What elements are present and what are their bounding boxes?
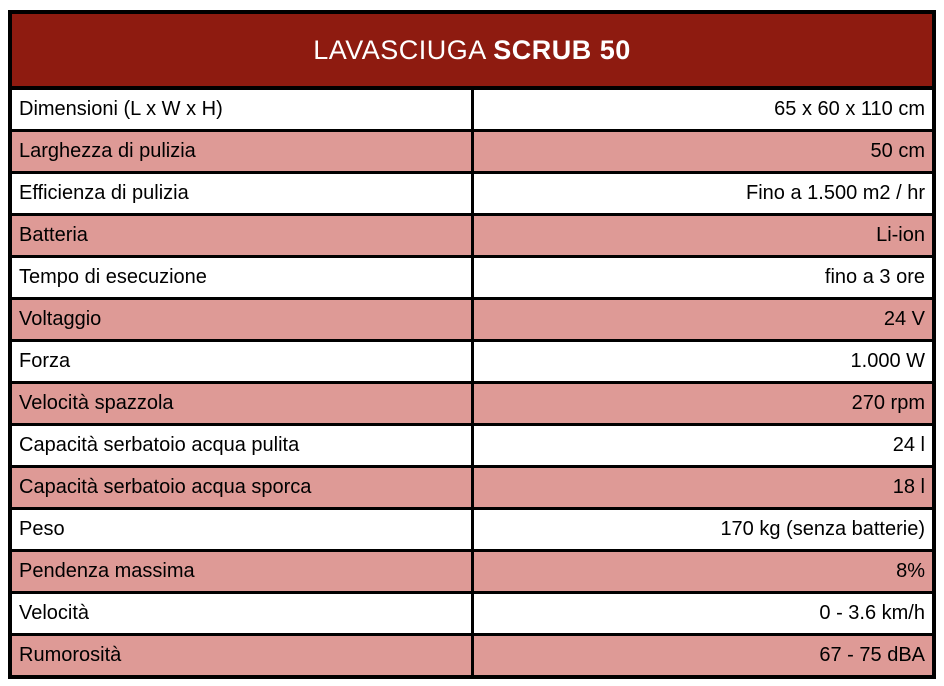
spec-value: 0 - 3.6 km/h <box>472 593 934 635</box>
table-row <box>10 593 934 635</box>
table-title-prefix: LAVASCIUGA <box>313 34 486 65</box>
spec-value: 24 l <box>472 425 934 467</box>
table-row <box>10 509 934 551</box>
spec-table <box>8 10 936 679</box>
spec-label: Pendenza massima <box>10 551 472 593</box>
spec-value: 1.000 W <box>472 341 934 383</box>
spec-value: 18 l <box>472 467 934 509</box>
spec-label: Efficienza di pulizia <box>10 173 472 215</box>
spec-label: Larghezza di pulizia <box>10 131 472 173</box>
table-row <box>10 467 934 509</box>
spec-label: Velocità <box>10 593 472 635</box>
spec-value: 65 x 60 x 110 cm <box>472 88 934 131</box>
title-row <box>10 12 934 88</box>
spec-value: 24 V <box>472 299 934 341</box>
table-row <box>10 635 934 678</box>
spec-label: Capacità serbatoio acqua sporca <box>10 467 472 509</box>
spec-label: Batteria <box>10 215 472 257</box>
table-row <box>10 551 934 593</box>
spec-value: 170 kg (senza batterie) <box>472 509 934 551</box>
spec-value: Fino a 1.500 m2 / hr <box>472 173 934 215</box>
table-title <box>10 12 934 88</box>
spec-label: Tempo di esecuzione <box>10 257 472 299</box>
table-row <box>10 131 934 173</box>
table-title-model: SCRUB 50 <box>493 34 631 65</box>
table-row <box>10 88 934 131</box>
spec-label: Velocità spazzola <box>10 383 472 425</box>
spec-label: Rumorosità <box>10 635 472 678</box>
spec-table-head <box>10 12 934 88</box>
table-row <box>10 257 934 299</box>
spec-label: Peso <box>10 509 472 551</box>
table-row <box>10 299 934 341</box>
table-row <box>10 173 934 215</box>
table-row <box>10 425 934 467</box>
spec-label: Forza <box>10 341 472 383</box>
table-row <box>10 215 934 257</box>
table-row <box>10 383 934 425</box>
spec-value: Li-ion <box>472 215 934 257</box>
spec-value: 270 rpm <box>472 383 934 425</box>
spec-value: 67 - 75 dBA <box>472 635 934 678</box>
spec-value: 50 cm <box>472 131 934 173</box>
spec-table-body <box>10 88 934 677</box>
spec-label: Dimensioni (L x W x H) <box>10 88 472 131</box>
spec-label: Capacità serbatoio acqua pulita <box>10 425 472 467</box>
spec-value: fino a 3 ore <box>472 257 934 299</box>
spec-label: Voltaggio <box>10 299 472 341</box>
table-row <box>10 341 934 383</box>
spec-value: 8% <box>472 551 934 593</box>
